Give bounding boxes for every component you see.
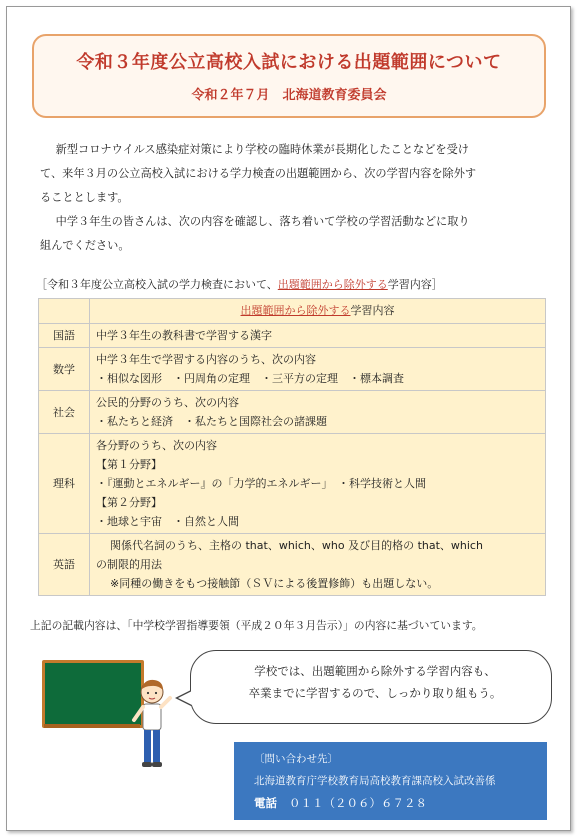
footnote: 上記の記載内容は、「中学校学習指導要領（平成２０年３月告示）」の内容に基づいています。 [30, 619, 483, 632]
blackboard-illustration [42, 660, 144, 726]
table-row-social [39, 391, 546, 434]
content-line: 中学３年生の教科書で学習する漢字 [96, 329, 272, 342]
content-cell [90, 324, 546, 348]
speech-bubble-tail-fill [178, 691, 192, 705]
intro-p1-line3: ることとします。 [40, 191, 129, 204]
table-row-math [39, 348, 546, 391]
header-empty-cell [39, 299, 90, 324]
subject-cell: 英語 [39, 534, 90, 596]
content-cell [90, 348, 546, 391]
table-header-row [39, 299, 546, 324]
excluded-content-table [38, 298, 546, 596]
intro-paragraph-1 [40, 138, 540, 162]
phone-label: 電話 [254, 796, 277, 810]
content-cell [90, 391, 546, 434]
subject-cell: 社会 [39, 391, 90, 434]
phone-number[interactable]: ０１１（２０６）６７２８ [289, 796, 427, 810]
content-line: ・私たちと経済 ・私たちと国際社会の諸課題 [96, 415, 327, 428]
blackboard [42, 660, 144, 728]
title-box [32, 34, 546, 118]
intro-p2-line2: 組んでください。 [40, 239, 130, 252]
contact-label: 〔問い合わせ先〕 [254, 753, 338, 765]
page-title: 令和３年度公立高校入試における出題範囲について [76, 52, 502, 73]
content-cell [90, 434, 546, 534]
student-illustration [130, 676, 174, 776]
content-line: 公民的分野のうち、次の内容 [96, 396, 239, 409]
intro-text [40, 138, 540, 258]
speech-text [210, 660, 540, 704]
content-line: ・相似な図形 ・円周角の定理 ・三平方の定理 ・標本調査 [96, 372, 404, 385]
chalk-tray [44, 724, 140, 728]
content-line: 各分野のうち、次の内容 [96, 439, 217, 452]
header-cell [90, 299, 546, 324]
table-row-kokugo [39, 324, 546, 348]
caption-prefix: ［令和３年度公立高校入試の学力検査において、 [36, 278, 278, 291]
content-line: 関係代名詞のうち、主格の that、which、who 及び目的格の that、which [110, 539, 483, 552]
intro-p2-line1: 中学３年生の皆さんは、次の内容を確認し、落ち着いて学校の学習活動などに取り [55, 215, 470, 228]
caption-suffix: 学習内容］ [387, 278, 443, 291]
subject-cell: 数学 [39, 348, 90, 391]
table-caption [36, 276, 546, 292]
content-line: 中学３年生で学習する内容のうち、次の内容 [96, 353, 316, 366]
contact-organization: 北海道教育庁学校教育局高校教育課高校入試改善係 [254, 775, 496, 787]
content-line: ・地球と宇宙 ・自然と人間 [96, 515, 239, 528]
intro-p1-line1: 新型コロナウイルス感染症対策により学校の臨時休業が長期化したことなどを受け [55, 143, 469, 156]
intro-paragraph-2 [40, 210, 540, 234]
content-line: ・『運動とエネルギー』の「力学的エネルギー」 ・科学技術と人間 [96, 477, 426, 490]
caption-highlight: 出題範囲から除外する [277, 278, 388, 291]
table-row-science [39, 434, 546, 534]
content-line: の制限的用法 [96, 558, 162, 571]
content-cell [90, 534, 546, 596]
subject-cell: 理科 [39, 434, 90, 534]
header-suffix: 学習内容 [350, 304, 395, 317]
header-highlight: 出題範囲から除外する [240, 304, 351, 317]
content-line: ※同種の働きをもつ接触節（ＳＶによる後置修飾）も出題しない。 [110, 577, 439, 590]
table-row-english [39, 534, 546, 596]
contact-phone-line [254, 795, 427, 811]
subject-cell: 国語 [39, 324, 90, 348]
contact-box [234, 742, 547, 820]
speech-line-1: 学校では、出題範囲から除外する学習内容も、 [254, 664, 496, 678]
intro-p1-line2: て、来年３月の公立高校入試における学力検査の出題範囲から、次の学習内容を除外す [40, 167, 477, 180]
page-subtitle: 令和２年７月 北海道教育委員会 [191, 88, 387, 103]
speech-line-2: 卒業までに学習するので、しっかり取り組もう。 [248, 686, 502, 700]
content-line: 【第２分野】 [96, 496, 162, 509]
content-line: 【第１分野】 [96, 458, 162, 471]
